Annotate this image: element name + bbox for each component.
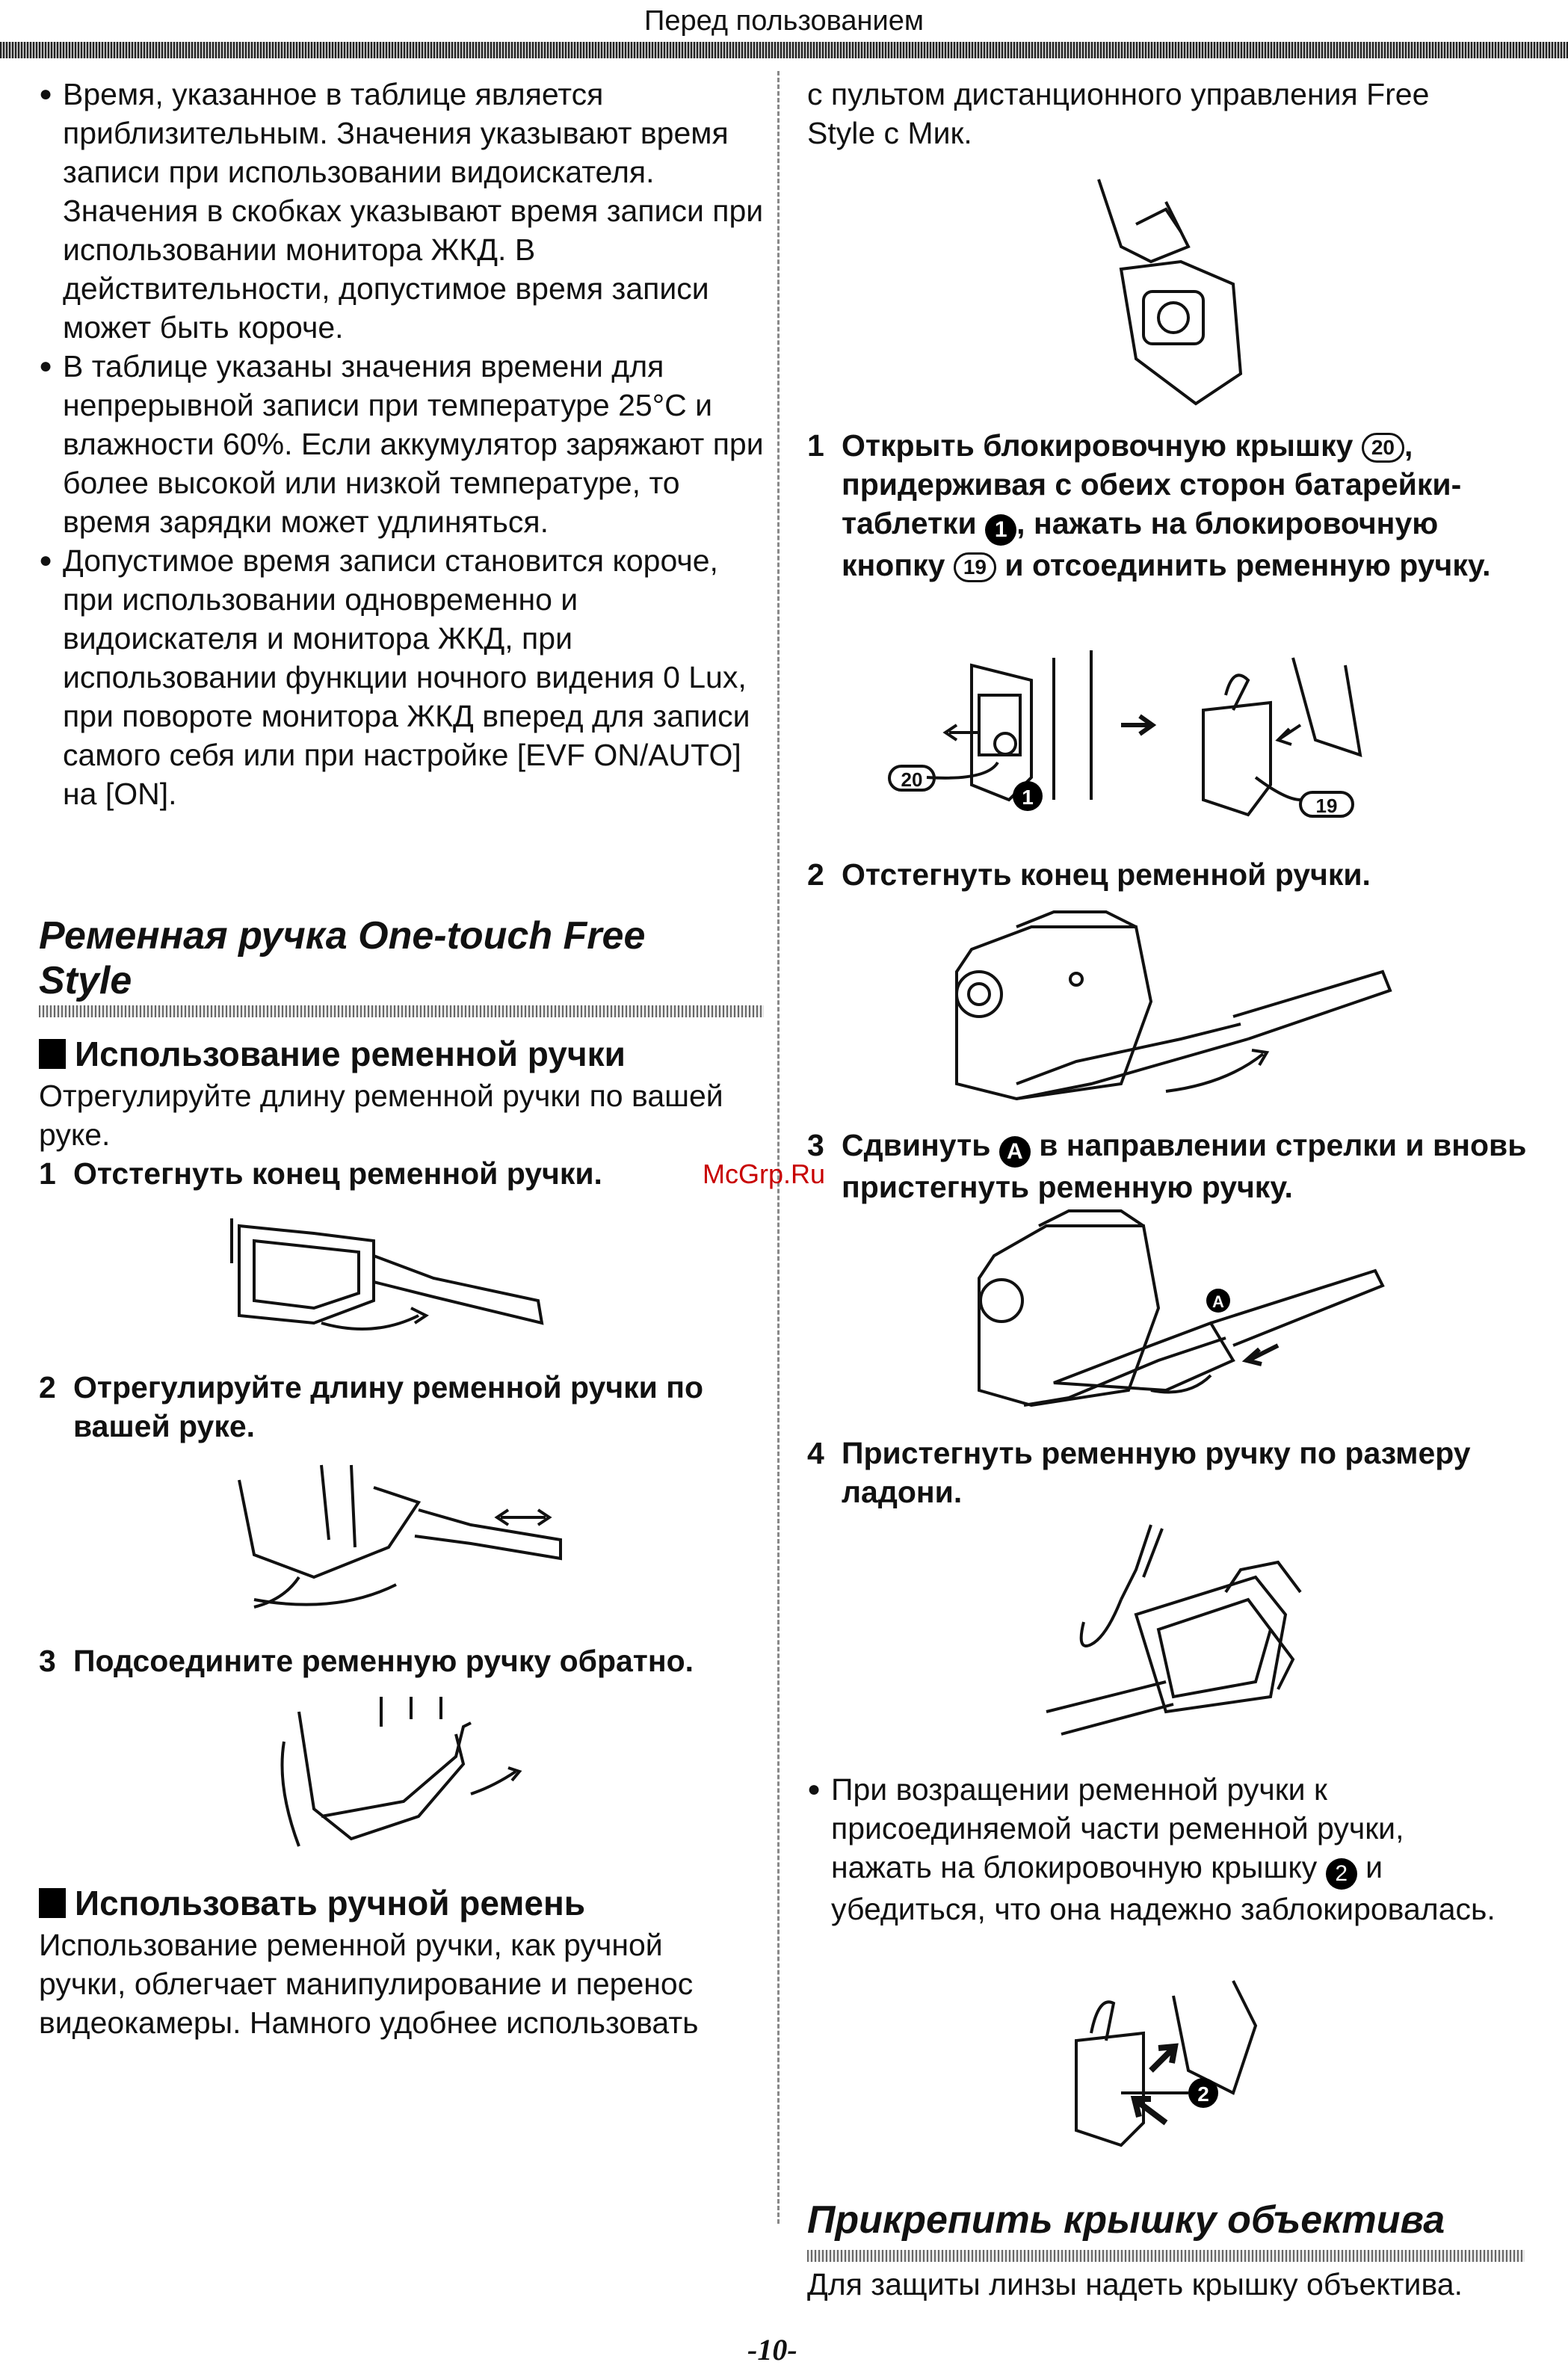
- part-label-19: 19: [954, 552, 996, 582]
- strap-reattach-illustration: [269, 1697, 538, 1854]
- bullet-item: ● Время, указанное в таблице является приблизительным. Значения указывают время записи при использовании видоискателя. Значения в скобках указывают время записи при использовании монитора ЖКД. В действительности, допустимое время записи может быть короче.: [39, 75, 773, 347]
- right-continuation-text: с пультом дистанционного управления Free Style с Мик.: [807, 77, 1430, 150]
- bullet-item: ● Допустимое время записи становится короче, при использовании одновременно и видоискателя и монитора ЖКД, при использовании функции ночного видения 0 Lux, при повороте монитора ЖКД вперед для записи самого себя или при настройке [EVF ON/AUTO] на [ON].: [39, 541, 773, 813]
- figure-label-a: A: [1212, 1292, 1224, 1311]
- square-bullet-icon: [39, 1888, 66, 1918]
- section-title-strap: Ременная ручка One-touch Free Style: [39, 914, 646, 1002]
- right-note: [807, 1770, 1510, 1928]
- strap-detach-illustration: [224, 1211, 561, 1338]
- figure-label-19: 19: [1315, 795, 1338, 817]
- part-label-20: 20: [1362, 433, 1404, 463]
- figure-label-1: 1: [1022, 786, 1034, 809]
- subsection-intro: Отрегулируйте длину ременной ручки по вашей руке.: [39, 1079, 723, 1152]
- figure-label-20: 20: [901, 768, 923, 791]
- watermark: McGrp.Ru: [703, 1159, 826, 1189]
- right-step-4: 4 Пристегнуть ременную ручку по размеру ладони.: [807, 1436, 1471, 1509]
- left-step-3: 3 Подсоедините ременную ручку обратно.: [39, 1644, 694, 1678]
- hand-strap-text: Использование ременной ручки, как ручной ручки, облегчает манипулирование и перенос видеокамеры. Намного удобнее использовать: [39, 1928, 699, 2040]
- section-rule: [39, 1005, 764, 1017]
- camcorder-slide-illustration: [964, 1211, 1383, 1420]
- section-rule-2: [807, 2250, 1525, 2262]
- left-bullet-list: [39, 75, 764, 813]
- section-title-lens-cap: Прикрепить крышку объектива: [807, 2198, 1445, 2242]
- subsection-heading-use-strap: Использование ременной ручки: [39, 1033, 764, 1075]
- note-bullet: ● При возращении ременной ручки к присоединяемой части ременной ручки, нажать на блокировочную крышку 2 и убедиться, что она надежно заблокировалась.: [807, 1770, 1510, 1928]
- part-label-2: 2: [1326, 1858, 1357, 1890]
- left-step-1: 1 Отстегнуть конец ременной ручки.: [39, 1156, 602, 1191]
- column-divider: [777, 71, 780, 2224]
- remote-control-illustration: [1091, 179, 1271, 419]
- right-step-2: 2 Отстегнуть конец ременной ручки.: [807, 857, 1371, 892]
- right-step-1: 1 Открыть блокировочную крышку 20 , придерживая с обеих сторон батарейки-таблетки 1 , нажать на блокировочную кнопку 19 и отсоединить ременную ручку.: [807, 428, 1491, 582]
- bullet-item: ● В таблице указаны значения времени для непрерывной записи при температуре 25°C и влажности 60%. Если аккумулятор заряжают при более высокой или низкой температуре, то время зарядки может удлиняться.: [39, 347, 773, 541]
- page-number: -10-: [747, 2333, 797, 2367]
- camcorder-strap-illustration: [942, 912, 1390, 1114]
- subsection-heading-hand-strap: Использовать ручной ремень: [39, 1882, 764, 1924]
- lens-cap-text: Для защиты линзы надеть крышку объектива.: [807, 2267, 1463, 2301]
- hand-grip-illustration: [1046, 1517, 1315, 1742]
- right-step-3: 3 Сдвинуть A в направлении стрелки и вновь пристегнуть ременную ручку.: [807, 1128, 1527, 1204]
- page-header-title: Перед пользованием: [644, 5, 924, 37]
- header-rule: [0, 42, 1568, 58]
- lock-cover-illustration: [882, 650, 1375, 830]
- left-step-2: 2 Отрегулируйте длину ременной ручки по вашей руке.: [39, 1370, 704, 1443]
- figure-label-2: 2: [1197, 2082, 1209, 2106]
- part-label-1: 1: [985, 514, 1016, 546]
- part-label-a: A: [999, 1136, 1031, 1168]
- square-bullet-icon: [39, 1039, 66, 1069]
- lock-confirm-illustration: [1061, 1981, 1285, 2175]
- strap-adjust-illustration: [224, 1465, 583, 1615]
